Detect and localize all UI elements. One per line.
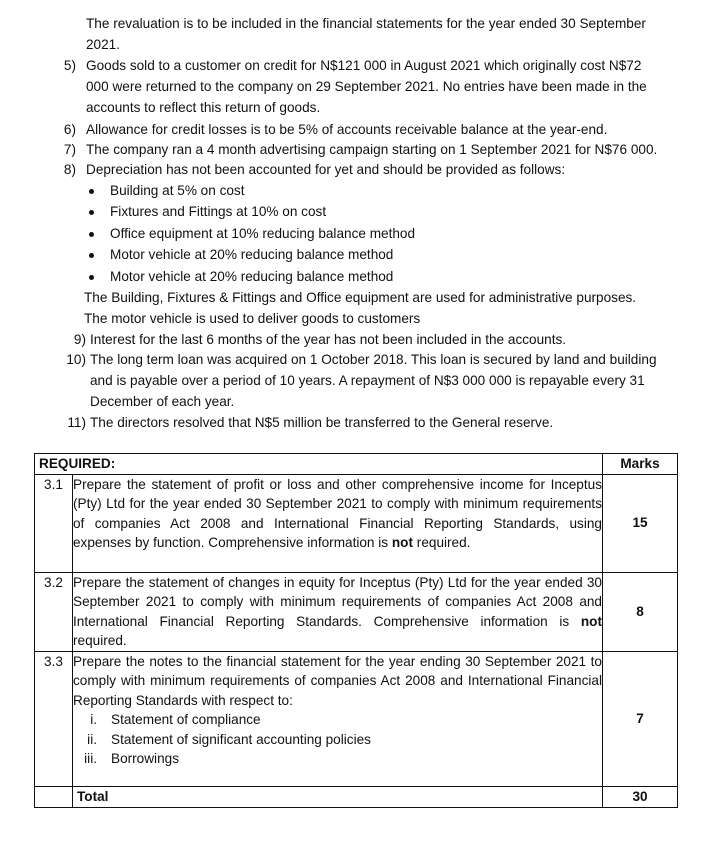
sub-item-text: Statement of compliance [111,712,261,727]
question-marks: 7 [603,651,678,786]
sub-item [73,749,602,769]
table-row [35,572,678,651]
intro-line: The revaluation is to be included in the financial statements for the year ended 30 September [86,16,646,31]
bullet-text: Fixtures and Fittings at 10% on cost [110,204,327,219]
bullet-icon [89,253,94,258]
sub-item-text: Statement of significant accounting policies [111,731,371,747]
table-row [35,474,678,572]
bullet-icon [89,232,94,237]
item-text: Allowance for credit losses is to be 5% of accounts receivable balance at the year-end. [86,122,608,137]
sub-item [73,710,602,730]
sub-item-text: Borrowings [111,751,179,766]
item-number: 6) [63,122,76,137]
bullet-text: Office equipment at 10% reducing balance method [110,226,416,241]
table-row [35,786,678,807]
item-text: Depreciation has not been accounted for yet and should be provided as follows: [86,162,566,177]
total-marks: 30 [603,786,678,807]
item-text: Goods sold to a customer on credit for N$121 000 in August 2021 which originally cost N$72 [86,58,642,73]
item-number: 11) [67,415,86,430]
bullet-text: Building at 5% on cost [110,183,245,198]
item-number: 5) [63,58,76,73]
intro-line: 2021. [86,37,121,52]
item-number: 7) [63,142,76,157]
item-text: The company ran a 4 month advertising campaign starting on 1 September 2021 for N$76 000. [86,142,658,157]
question-text [73,572,603,651]
question-text [73,474,603,572]
question-number: 3.1 [35,474,73,572]
question-text-part: Prepare the notes to the financial statement for the year ending 30 September 2021 to comply with minimum requirements of companies Act 2008 and International Financial Reporting Standards with respect to: [73,653,602,708]
marks-header: Marks [603,454,678,475]
table-row [35,651,678,786]
bullet-text: Motor vehicle at 20% reducing balance method [110,269,394,284]
required-table [34,453,678,808]
table-row [35,454,678,475]
question-text-part: Prepare the statement of profit or loss and other comprehensive income for Inceptus (Pty) Ltd for the year ended 30 September 2021 to comply with minimum requirements of companies Act 2008 and International Financial Reporting Standards, using expenses by function. Comprehensive information is [73,476,602,550]
item-text: The motor vehicle is used to deliver goods to customers [84,311,421,326]
item-text: The directors resolved that N$5 million be transferred to the General reserve. [90,415,554,430]
question-text-part: Prepare the statement of changes in equity for Inceptus (Pty) Ltd for the year ended 30 September 2021 to comply with minimum requirements of companies Act 2008 and International Financial Reporting Standards. Comprehensive information is [73,574,602,629]
item-text: accounts to reflect this return of goods. [86,100,321,115]
item-text: December of each year. [90,394,235,409]
empty-cell [35,786,73,807]
question-text-bold: not [391,535,414,550]
sub-item-number: i. [90,712,97,727]
sub-item-number: iii. [84,751,97,766]
bullet-icon [89,210,94,215]
item-number: 9) [73,332,86,347]
item-text: The long term loan was acquired on 1 October 2018. This loan is secured by land and building [90,352,657,367]
question-number: 3.2 [35,572,73,651]
item-text: 000 were returned to the company on 29 September 2021. No entries have been made in the [86,79,647,94]
item-text: and is payable over a period of 10 years. A repayment of N$3 000 000 is repayable every 31 [90,373,645,388]
item-number: 8) [63,162,76,177]
question-number: 3.3 [35,651,73,786]
question-marks: 8 [603,572,678,651]
question-text-part: required. [413,535,471,550]
item-text: The Building, Fixtures & Fittings and Office equipment are used for administrative purposes. [84,290,637,305]
bullet-icon [89,275,94,280]
total-label: Total [73,786,603,807]
question-text-part: required. [73,633,127,648]
bullet-text: Motor vehicle at 20% reducing balance method [110,247,394,262]
question-text [73,651,603,786]
sub-item-number: ii. [87,731,97,747]
bullet-icon [89,189,94,194]
question-text-bold: not [580,613,602,629]
item-number: 10) [66,352,86,367]
question-marks: 15 [603,474,678,572]
required-header: REQUIRED: [35,454,603,475]
sub-item [73,730,602,750]
item-text: Interest for the last 6 months of the year has not been included in the accounts. [90,332,567,347]
